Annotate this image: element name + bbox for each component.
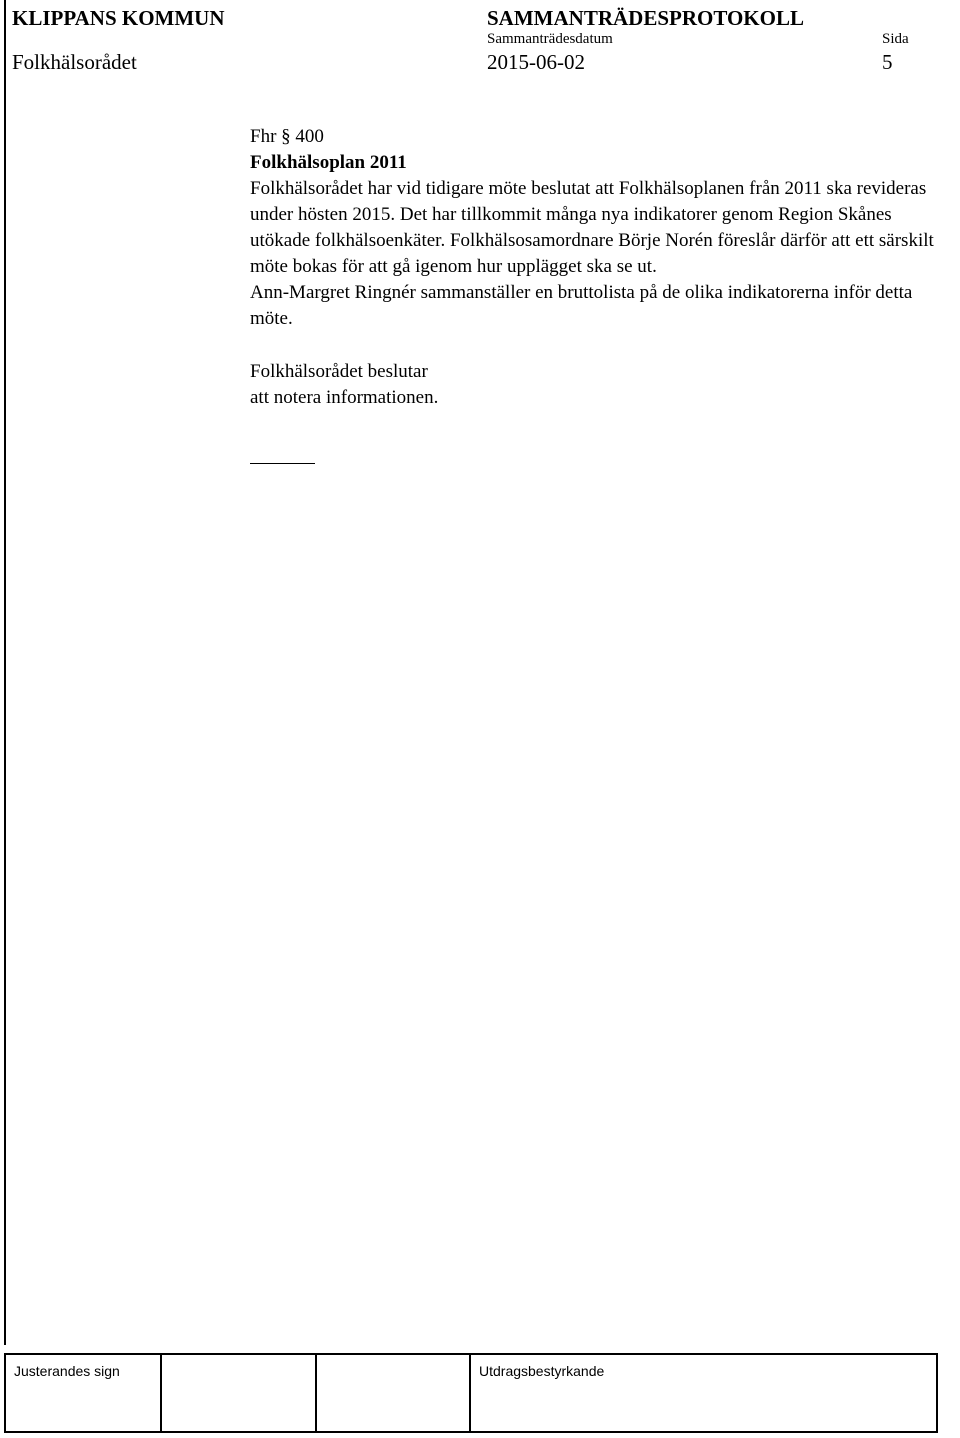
- sign-label: Justerandes sign: [14, 1363, 120, 1379]
- municipality-name: KLIPPANS KOMMUN: [12, 6, 225, 30]
- sign-box-2: [317, 1355, 471, 1431]
- council-name: Folkhälsorådet: [12, 50, 137, 74]
- meeting-date-label: Sammanträdesdatum: [487, 31, 613, 47]
- left-margin-rule: [4, 0, 6, 1345]
- decision-text: att notera informationen.: [250, 387, 439, 408]
- page-number: 5: [882, 50, 893, 74]
- page-label: Sida: [882, 31, 909, 47]
- body-paragraph: Folkhälsorådet har vid tidigare möte beslutat att Folkhälsoplanen från 2011 ska revideras under hösten 2015. Det har tillkommit många nya indikatorer genom Region Skånes utökade folkhälsoenkäter. Folkhälsosamordnare Börje Norén föreslår därför att ett särskilt möte bokas för att gå igenom hur upplägget ska se ut.: [250, 178, 934, 277]
- signature-footer: [4, 1353, 938, 1433]
- end-separator-line: [250, 463, 315, 464]
- decision-heading: Folkhälsorådet beslutar: [250, 361, 428, 382]
- protocol-content: [250, 124, 955, 464]
- sign-label-cell: [6, 1355, 162, 1431]
- document-type: SAMMANTRÄDESPROTOKOLL: [487, 6, 804, 30]
- extract-cell: [471, 1355, 936, 1431]
- body-paragraph: Ann-Margret Ringnér sammanställer en bruttolista på de olika indikatorerna inför detta möte.: [250, 282, 913, 329]
- sign-box-1: [162, 1355, 317, 1431]
- meeting-date: 2015-06-02: [487, 50, 585, 74]
- extract-label: Utdragsbestyrkande: [479, 1363, 605, 1379]
- paragraph-reference: Fhr § 400: [250, 126, 324, 147]
- item-body: [250, 176, 955, 332]
- item-title: Folkhälsoplan 2011: [250, 152, 407, 173]
